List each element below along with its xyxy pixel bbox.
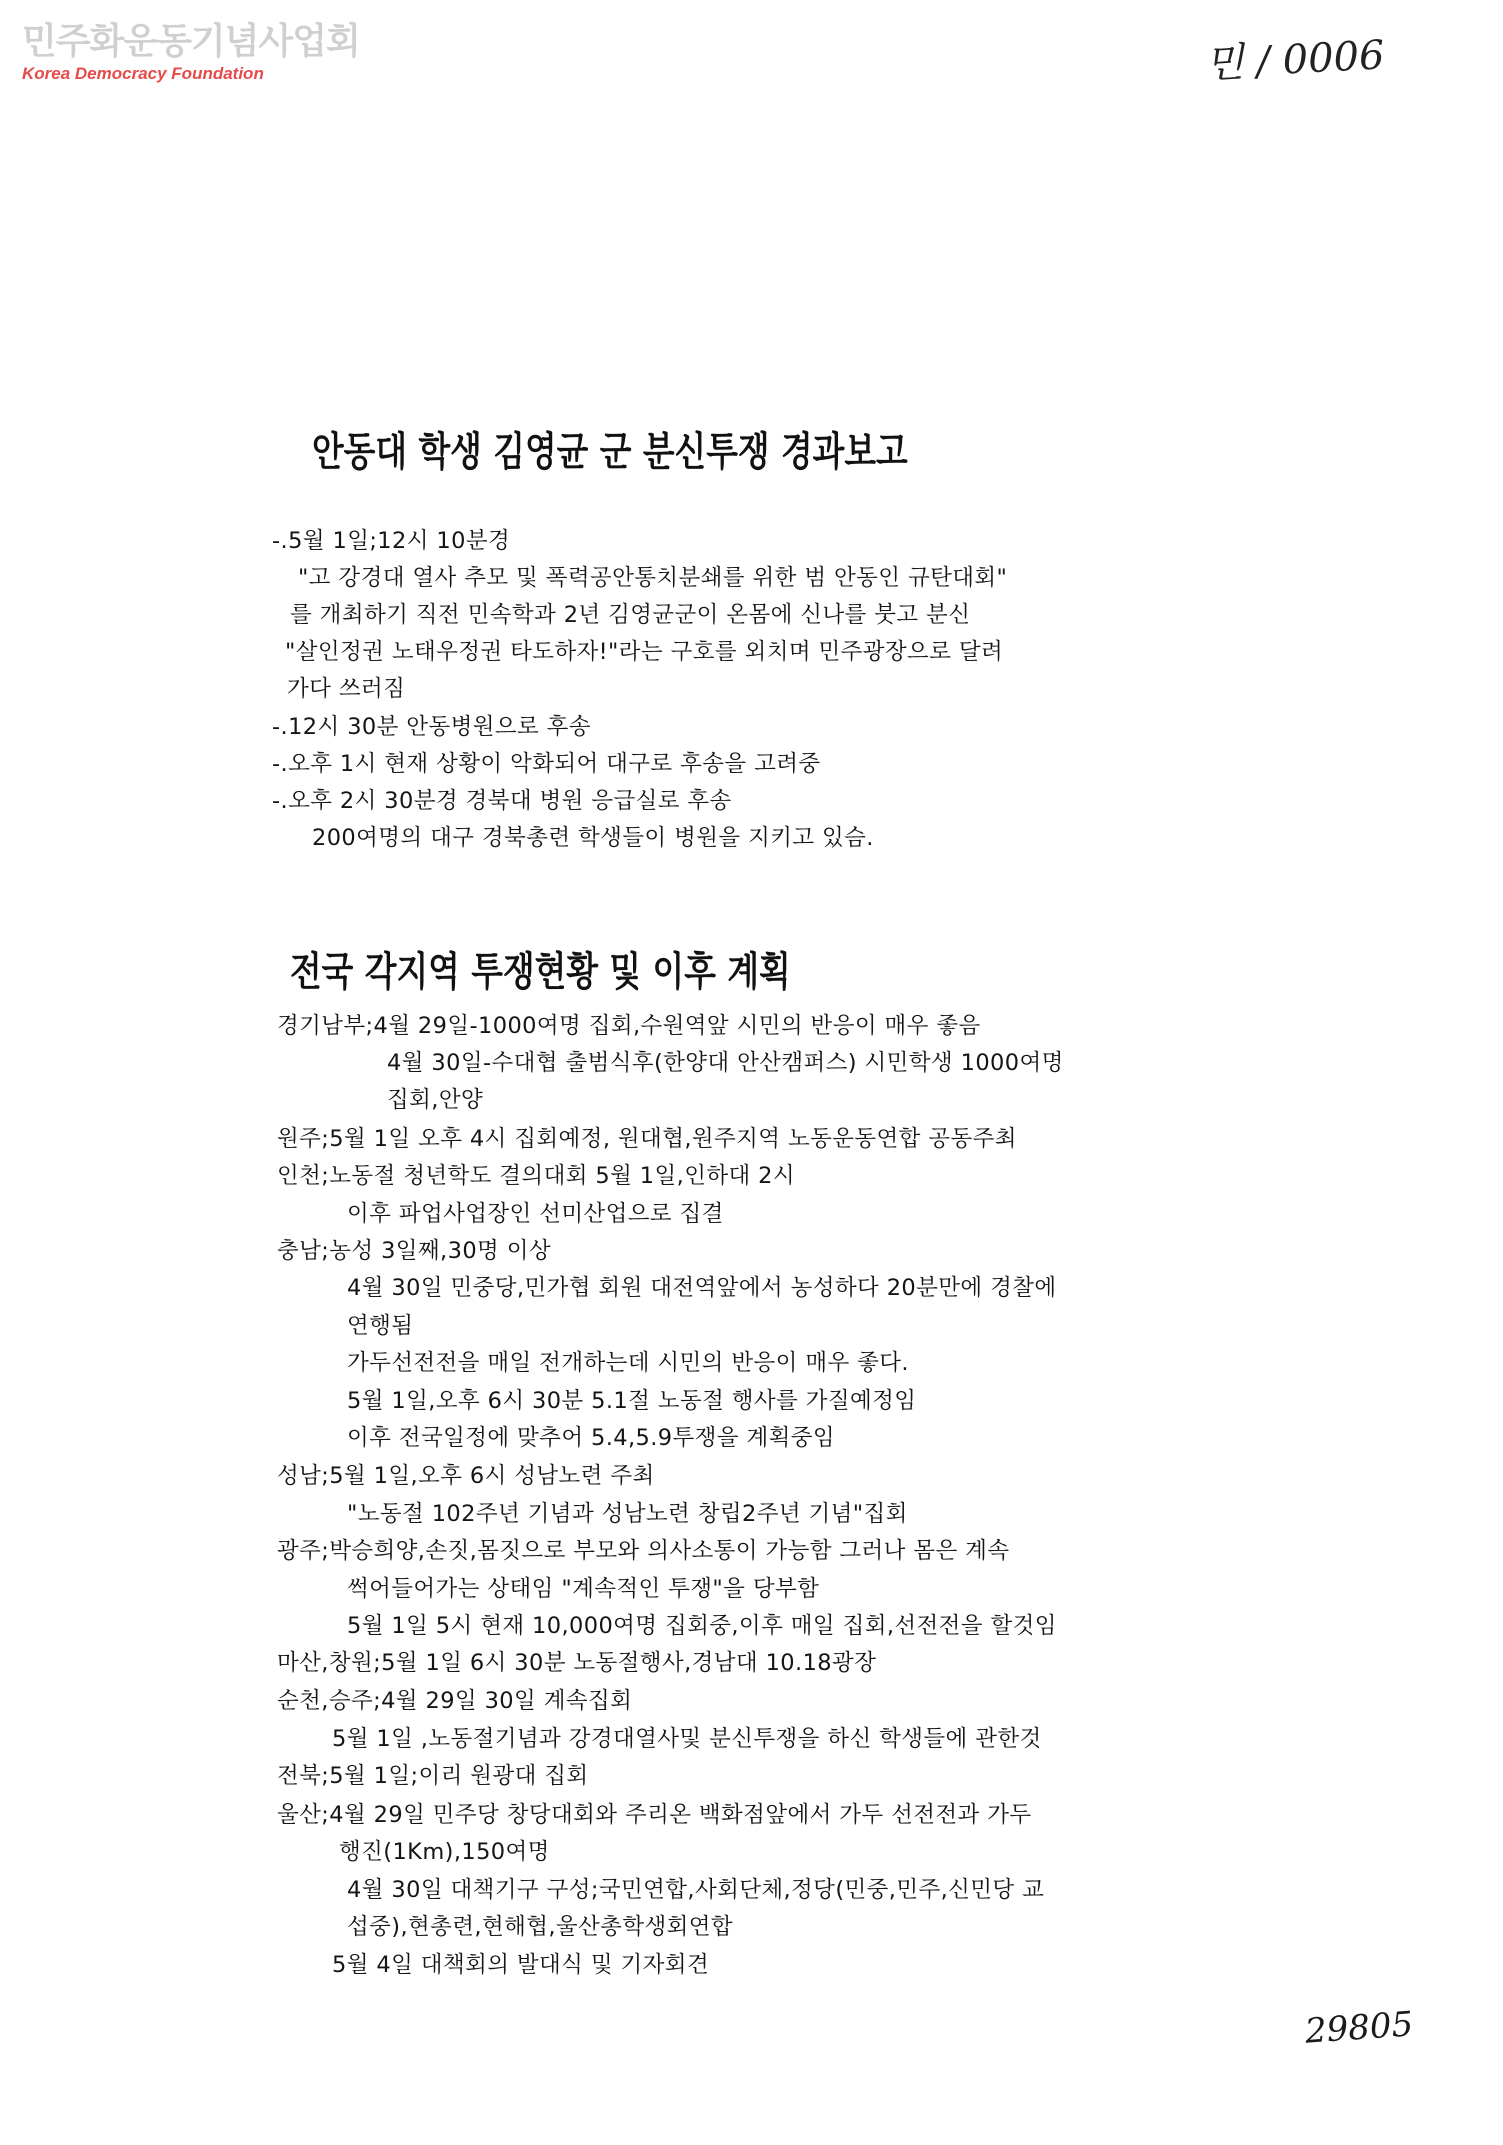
s2-line-15: 광주;박승희양,손짓,몸짓으로 부모와 의사소통이 가능함 그러나 몸은 계속 [277, 1538, 1010, 1564]
s1-line-4: "살인정권 노태우정권 타도하자!"라는 구호를 외치며 민주광장으로 달려 [285, 639, 1004, 665]
s2-line-22: 울산;4월 29일 민주당 창당대회와 주리온 백화점앞에서 가두 선전전과 가두 [277, 1802, 1032, 1828]
s2-line-5: 인천;노동절 청년학도 결의대회 5월 1일,인하대 2시 [277, 1163, 796, 1189]
watermark-english: Korea Democracy Foundation [22, 64, 264, 83]
s1-line-9: 200여명의 대구 경북총련 학생들이 병원을 지키고 있슴. [312, 825, 874, 851]
s2-line-25: 섭중),현총련,현해협,울산총학생회연합 [347, 1914, 733, 1940]
s2-line-23: 행진(1Km),150여명 [339, 1839, 550, 1865]
section2-title: 전국 각지역 투쟁현황 및 이후 계획 [290, 949, 791, 995]
s1-line-8: -.오후 2시 30분경 경북대 병원 응급실로 후송 [272, 788, 732, 814]
section1-title: 안동대 학생 김영균 군 분신투쟁 경과보고 [312, 429, 908, 475]
s1-line-1: -.5월 1일;12시 10분경 [272, 528, 511, 554]
s2-line-14: "노동절 102주년 기념과 성남노련 창립2주년 기념"집회 [347, 1501, 908, 1527]
s1-line-3: 를 개최하기 직전 민속학과 2년 김영균군이 온몸에 신나를 붓고 분신 [290, 602, 971, 628]
s2-line-6: 이후 파업사업장인 선미산업으로 집결 [347, 1201, 724, 1227]
archive-mark: 민 / 0006 [1204, 32, 1386, 88]
s2-line-7: 충남;농성 3일째,30명 이상 [277, 1238, 551, 1264]
s2-line-12: 이후 전국일정에 맞추어 5.4,5.9투쟁을 계획중임 [347, 1425, 836, 1451]
s2-line-26: 5월 4일 대책회의 발대식 및 기자회견 [332, 1952, 710, 1978]
s2-line-10: 가두선전전을 매일 전개하는데 시민의 반응이 매우 좋다. [347, 1350, 909, 1376]
s2-line-3: 집회,안양 [387, 1087, 484, 1113]
s2-line-21: 전북;5월 1일;이리 원광대 집회 [277, 1763, 589, 1789]
s1-line-5: 가다 쓰러짐 [287, 676, 406, 702]
s2-line-20: 5월 1일 ,노동절기념과 강경대열사및 분신투쟁을 하신 학생들에 관한것 [332, 1726, 1042, 1752]
s1-line-7: -.오후 1시 현재 상황이 악화되어 대구로 후송을 고려중 [272, 751, 821, 777]
s2-line-19: 순천,승주;4월 29일 30일 계속집회 [277, 1688, 633, 1714]
foundation-watermark [22, 22, 360, 84]
watermark-korean: 민주화운동기념사업회 [22, 21, 360, 62]
s2-line-9: 연행됨 [347, 1313, 414, 1339]
s2-line-17: 5월 1일 5시 현재 10,000여명 집회중,이후 매일 집회,선전전을 할것임 [347, 1613, 1057, 1639]
s2-line-1: 경기남부;4월 29일-1000여명 집회,수원역앞 시민의 반응이 매우 좋음 [277, 1013, 981, 1039]
s2-line-13: 성남;5월 1일,오후 6시 성남노련 주최 [277, 1463, 655, 1489]
s2-line-24: 4월 30일 대책기구 구성;국민연합,사회단체,정당(민중,민주,신민당 교 [347, 1877, 1045, 1903]
s1-line-2: "고 강경대 열사 추모 및 폭력공안통치분쇄를 위한 범 안동인 규탄대회" [298, 565, 1008, 591]
s2-line-11: 5월 1일,오후 6시 30분 5.1절 노동절 행사를 가질예정임 [347, 1388, 917, 1414]
page-number: 29805 [1303, 2004, 1415, 2052]
s2-line-16: 썩어들어가는 상태임 "계속적인 투쟁"을 당부함 [347, 1576, 820, 1602]
s2-line-18: 마산,창원;5월 1일 6시 30분 노동절행사,경남대 10.18광장 [277, 1650, 877, 1676]
s2-line-4: 원주;5월 1일 오후 4시 집회예정, 원대협,원주지역 노동운동연합 공동주최 [277, 1126, 1017, 1152]
s2-line-2: 4월 30일-수대협 출범식후(한양대 안산캠퍼스) 시민학생 1000여명 [387, 1050, 1064, 1076]
s2-line-8: 4월 30일 민중당,민가협 회원 대전역앞에서 농성하다 20분만에 경찰에 [347, 1275, 1057, 1301]
s1-line-6: -.12시 30분 안동병원으로 후송 [272, 714, 591, 740]
